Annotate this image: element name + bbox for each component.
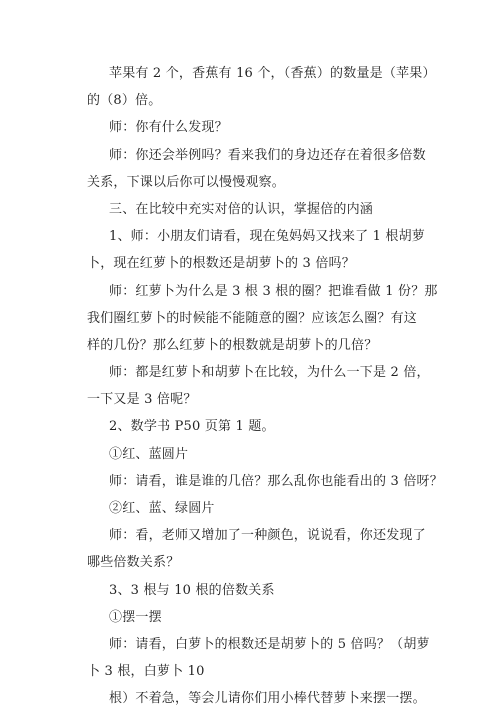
paragraph-line: 卜 3 根，白萝卜 10 <box>87 664 205 680</box>
paragraph-line: 1、师：小朋友们请看，现在兔妈妈又找来了 1 根胡萝 <box>109 229 426 245</box>
list-item: ①红、蓝圆片 <box>109 446 189 462</box>
paragraph-line: 我们圈红萝卜的时候能不能随意的圈？应该怎么圈？有这 <box>87 310 418 326</box>
paragraph-line: 师：你还会举例吗？看来我们的身边还存在着很多倍数 <box>109 147 426 163</box>
paragraph-line: 根）不着急，等会儿请你们用小棒代替萝卜来摆一摆。 <box>109 691 426 707</box>
paragraph-line: 师：请看，白萝卜的根数还是胡萝卜的 5 倍吗？（胡萝 <box>109 636 430 652</box>
paragraph-line: 师：红萝卜为什么是 3 根 3 根的圈？把谁看做 1 份？那 <box>109 283 438 299</box>
paragraph-line: 师：都是红萝卜和胡萝卜在比较，为什么一下是 2 倍， <box>109 365 430 381</box>
section-heading: 三、在比较中充实对倍的认识，掌握倍的内涵 <box>109 201 374 217</box>
paragraph-line: 师：你有什么发现？ <box>109 120 228 136</box>
paragraph-line: 的（8）倍。 <box>87 93 162 109</box>
paragraph-line: 卜，现在红萝卜的根数还是胡萝卜的 3 倍吗？ <box>87 256 355 272</box>
paragraph-line: 关系，下课以后你可以慢慢观察。 <box>87 174 286 190</box>
paragraph-line: 师：请看，谁是谁的几倍？那么乱你也能看出的 3 倍呀？ <box>109 473 443 489</box>
paragraph-line: 苹果有 2 个，香蕉有 16 个，（香蕉）的数量是（苹果） <box>109 66 436 81</box>
paragraph-line: 师：看，老师又增加了一种颜色，说说看，你还发现了 <box>109 528 426 544</box>
paragraph-line: 一下又是 3 倍呢？ <box>87 392 197 408</box>
paragraph-line: 样的几份？那么红萝卜的根数就是胡萝卜的几倍？ <box>87 337 378 353</box>
list-item: ①摆一摆 <box>109 609 162 625</box>
list-item: ②红、蓝、绿圆片 <box>109 501 215 516</box>
paragraph-line: 2、数学书 P50 页第 1 题。 <box>109 419 275 435</box>
document-body <box>87 60 443 713</box>
paragraph-line: 3、3 根与 10 根的倍数关系 <box>109 582 275 598</box>
paragraph-line: 哪些倍数关系？ <box>87 555 180 571</box>
